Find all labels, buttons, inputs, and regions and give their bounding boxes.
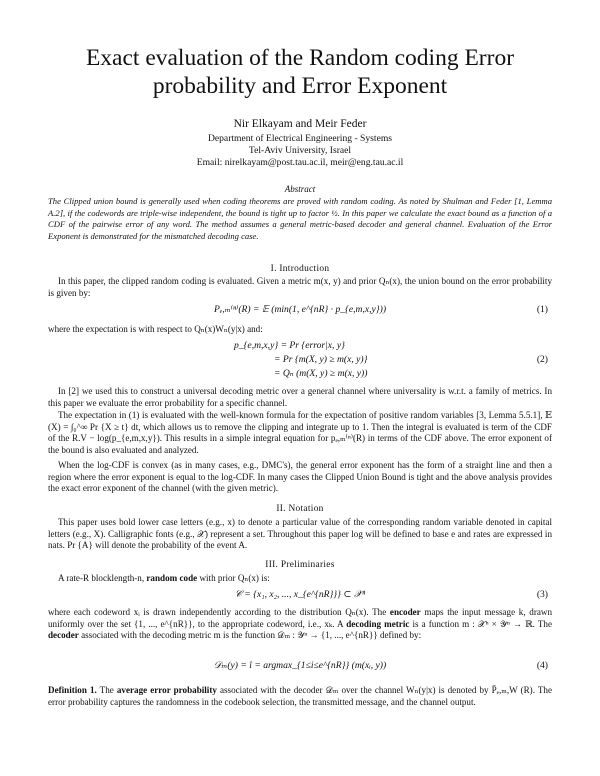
title-line-2: probability and Error Exponent [152,73,448,99]
equation-3-number: (3) [536,589,548,600]
paragraph-intro-1: In this paper, the clipped random coding is evaluated. Given a metric m(x, y) and prior Qₙ(x), the union bound on the error probability is given by: [48,276,552,298]
term-encoder: encoder [389,607,421,617]
equation-1-body: Pₑ,ₘ⁽ⁿ⁾(R) = 𝔼 (min(1, e^{nR} · p_{e,m,x,y})) [213,304,387,315]
term-decoder: decoder [48,630,79,641]
section-heading-notation: II. Notation [276,504,324,514]
prelim-1-text-c: with prior Qₙ(x) is: [197,573,270,583]
prelim-2-text-e: is a function m : 𝒳ⁿ × 𝒴ⁿ → ℝ. The [409,618,552,629]
definition-text-c: associated with the decoder 𝒟ₘ over the channel Wₙ(y|x) is denoted by P̄ₑ,ₘ,W (R). The error probability captures the randomness in the codebook selection, the transmitted message, and the channel output. [48,685,553,707]
paragraph-intro-4: The expectation in (1) is evaluated with the well-known formula for the expectation of positive random variables [3, Lemma 5.5.1], 𝔼 (X) = ∫₀^∞ Pr {X ≥ t} dt, which allows us to remove the clipping and integrate up to 1. Then the integral is evaluated is term of the CDF of the R.V − log(p_{e,m,x,y}). This results in a simple integral equation for pₑ,ₘ⁽ⁿ⁾(R) in terms of the CDF above. The error exponent of the bound is also evaluated and analyzed. [48,410,552,455]
equation-2-line-1: p_{e,m,x,y} = Pr {error|x, y} [234,340,345,351]
equation-2-line-2: = Pr {m(X, y) ≥ m(x, y)} [274,354,368,365]
prelim-2-text-a: where each codeword xᵢ is drawn independently according to the distribution Qₙ(x). The [48,607,390,617]
paragraph-prelim-1 [48,573,552,585]
equation-4 [48,660,552,674]
section-heading-introduction: I. Introduction [270,264,330,274]
authors: Nir Elkayam and Meir Feder [233,118,367,130]
equation-1 [48,304,552,318]
equation-2-number: (2) [536,354,548,365]
paragraph-intro-5: When the log-CDF is convex (as in many cases, e.g., DMC's), the general error exponent has the form of a straight line and then a region where the error exponent is equal to the log-CDF. In many cases the Clipped Union Bound is tight and the above analysis provides the exact error exponent of the channel (with the given metric). [48,460,552,494]
equation-4-number: (4) [536,660,548,671]
abstract-heading: Abstract [284,184,316,194]
prelim-2-text-g: associated with the decoding metric m is the function 𝒟ₘ : 𝒴ⁿ → {1, ..., e^{nR}} defined by: [78,630,422,641]
term-random-code: random code [146,573,198,583]
paragraph-intro-2: where the expectation is with respect to Qₙ(x)Wₙ(y|x) and: [48,324,263,334]
equation-4-body: 𝒟ₘ(y) = î = argmax_{1≤i≤e^{nR}} (m(xᵢ, y)) [213,660,387,671]
term-average-error-probability: average error probability [116,685,217,695]
prelim-2-text-c: maps the input message k, drawn uniformly over the set {1, ..., e^{nR}}, to the appropriate codeword, i.e., xₖ. A [48,607,552,629]
definition-text-a: The [96,685,117,695]
section-heading-preliminaries: III. Preliminaries [265,560,335,570]
equation-3-body: 𝒞 = {x₁, x₂, ..., x_{e^{nR}}} ⊂ 𝒳ⁿ [234,589,366,600]
term-decoding-metric: decoding metric [346,618,410,629]
equation-2-line-3: = Qₙ (m(X, y) ≥ m(x, y)) [274,368,368,379]
paragraph-notation: This paper uses bold lower case letters (e.g., x) to denote a particular value of the corresponding random variable denoted in capital letters (e.g., X). Calligraphic fonts (e.g., 𝒳) represent a set. Throughout this paper log will be defined to base e and rates are expressed in nats. Pr {A} will denote the probability of the event A. [48,517,552,551]
definition-1 [48,685,552,708]
affiliation-dept: Department of Electrical Engineering - Systems [207,133,393,144]
affiliation-email: Email: nirelkayam@post.tau.ac.il, meir@eng.tau.ac.il [196,157,404,168]
equation-3 [48,589,552,603]
paragraph-intro-3: In [2] we used this to construct a universal decoding metric over a general channel where universality is w.r.t. a family of metrics. In this paper we evaluate the error probability for a specific channel. [48,386,552,408]
equation-2 [48,340,552,382]
paper-title [40,44,560,100]
equation-1-number: (1) [536,304,548,315]
prelim-1-text-a: A rate-R blocklength-n, [58,573,147,583]
abstract-text: The Clipped union bound is generally used when coding theorems are proved with random coding. As noted by Shulman and Feder [1, Lemma A.2], if the codewords are triple-wise independent, the bound is tight up to factor ½. In this paper we calculate the exact bound as a function of a CDF of the pairwise error of any word. The method assumes a general metric-based decoder and general channel. Evaluation of the Error Exponent is demonstrated for the mismatched decoding case. [48,196,552,241]
affiliation-university: Tel-Aviv University, Israel [248,145,352,156]
definition-label: Definition 1. [48,685,97,695]
title-line-1: Exact evaluation of the Random coding Error [85,45,515,71]
paragraph-prelim-2 [48,607,552,642]
